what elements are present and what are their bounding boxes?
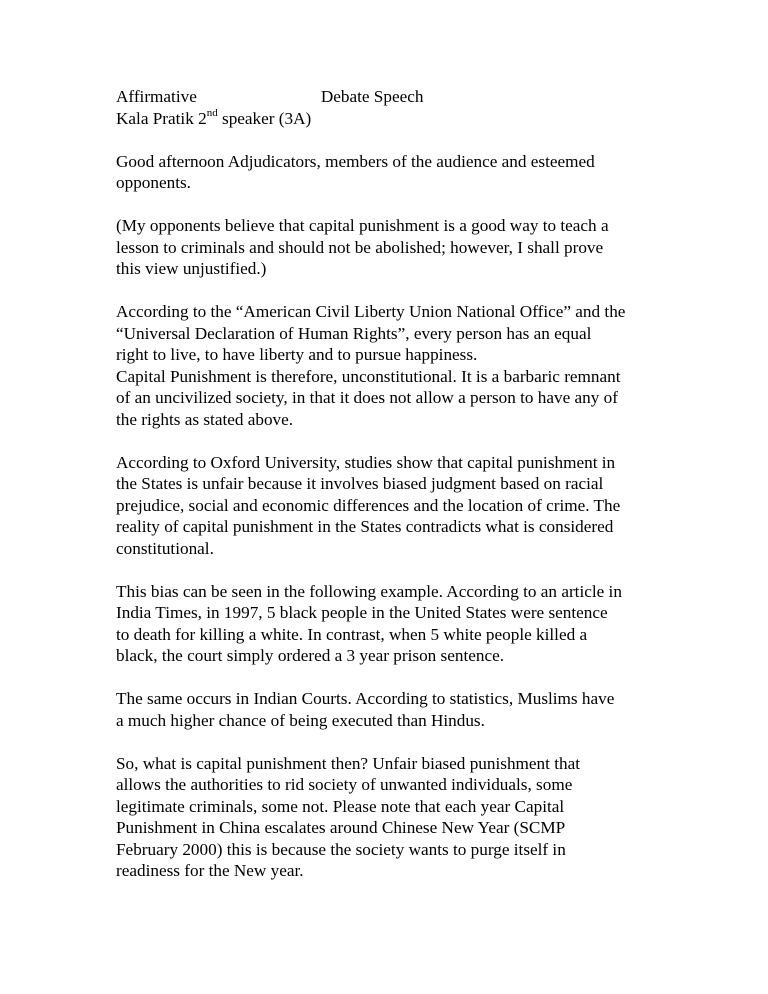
paragraph-line: “Universal Declaration of Human Rights”, every person has an equal	[116, 323, 592, 343]
paragraph-line: lesson to criminals and should not be abolished; however, I shall prove	[116, 237, 604, 257]
paragraph-line: prejudice, social and economic differences and the location of crime. The	[116, 495, 621, 515]
paragraph-line: February 2000) this is because the society wants to purge itself in	[116, 839, 566, 859]
paragraph-4	[116, 452, 676, 560]
paragraph-2	[116, 215, 676, 280]
paragraph-line: India Times, in 1997, 5 black people in the United States were sentence	[116, 603, 608, 622]
paragraph-line: reality of capital punishment in the States contradicts what is considered	[116, 517, 614, 536]
speaker-name: Kala Pratik 2	[116, 108, 207, 128]
paragraph-line: legitimate criminals, some not. Please note that each year Capital	[116, 796, 565, 816]
side-label: Affirmative	[116, 87, 197, 106]
paragraph-3	[116, 301, 676, 430]
paragraph-line: Capital Punishment is therefore, unconstitutional. It is a barbaric remnant	[116, 366, 621, 386]
paragraph-line: of an uncivilized society, in that it does not allow a person to have any of	[116, 388, 618, 407]
paragraph-line: to death for killing a white. In contrast, when 5 white people killed a	[116, 624, 588, 644]
header-line-2	[116, 108, 676, 130]
paragraph-line: the States is unfair because it involves biased judgment based on racial	[116, 474, 604, 493]
speaker-role: speaker (3A)	[217, 108, 312, 128]
paragraph-line: allows the authorities to rid society of unwanted individuals, some	[116, 775, 573, 794]
paragraph-line: The same occurs in Indian Courts. According to statistics, Muslims have	[116, 689, 615, 708]
paragraph-line: According to Oxford University, studies show that capital punishment in	[116, 452, 616, 472]
paragraph-line: readiness for the New year.	[116, 861, 304, 880]
paragraph-line: So, what is capital punishment then? Unfair biased punishment that	[116, 753, 580, 773]
paragraph-line: (My opponents believe that capital punishment is a good way to teach a	[116, 216, 609, 235]
speech-body	[116, 86, 676, 882]
paragraph-line: This bias can be seen in the following example. According to an article in	[116, 581, 622, 601]
paragraph-6	[116, 688, 676, 731]
paragraph-7	[116, 753, 676, 882]
paragraph-line: a much higher chance of being executed than Hindus.	[116, 710, 485, 730]
paragraph-line: opponents.	[116, 173, 191, 192]
paragraph-list	[116, 151, 676, 882]
paragraph-line: Punishment in China escalates around Chinese New Year (SCMP	[116, 818, 566, 837]
ordinal-suffix: nd	[206, 106, 218, 119]
paragraph-line: constitutional.	[116, 538, 214, 558]
paragraph-1	[116, 151, 676, 194]
paragraph-line: right to live, to have liberty and to pursue happiness.	[116, 345, 478, 364]
paragraph-line: the rights as stated above.	[116, 409, 294, 429]
paragraph-line: Good afternoon Adjudicators, members of the audience and esteemed	[116, 151, 595, 171]
paragraph-line: this view unjustified.)	[116, 259, 267, 278]
paragraph-5	[116, 581, 676, 667]
paragraph-line: black, the court simply ordered a 3 year prison sentence.	[116, 646, 505, 665]
header-line-1	[116, 86, 676, 108]
document-type: Debate Speech	[320, 87, 424, 106]
paragraph-line: According to the “American Civil Liberty Union National Office” and the	[116, 302, 626, 321]
